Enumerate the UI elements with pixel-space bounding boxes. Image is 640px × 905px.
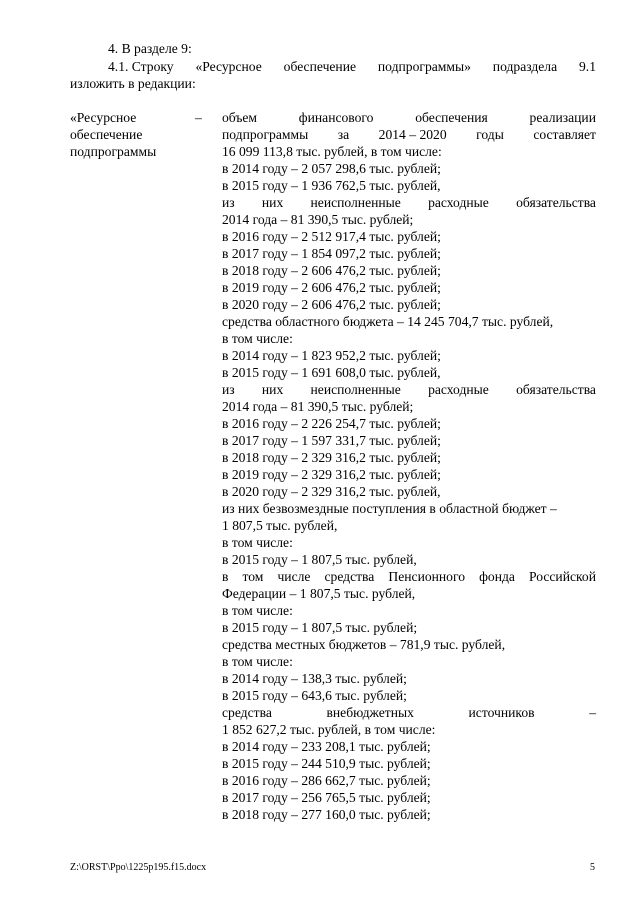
word: 2014 – 2020	[378, 127, 447, 142]
word: Российской	[529, 569, 596, 584]
content-line-32: средства местных бюджетов – 781,9 тыс. рублей,	[222, 637, 506, 652]
word: средства	[324, 569, 375, 584]
word: Пенсионного	[388, 569, 466, 584]
content-line-17	[222, 381, 596, 398]
content-line-2	[222, 126, 596, 143]
content-line-8: в 2016 году – 2 512 917,4 тыс. рублей;	[222, 229, 441, 244]
word: расходные	[428, 382, 489, 397]
content-line-26: в том числе:	[222, 535, 293, 550]
word: подраздела	[492, 59, 558, 74]
content-line-31: в 2015 году – 1 807,5 тыс. рублей;	[222, 620, 418, 635]
content-line-18: 2014 года – 81 390,5 тыс. рублей;	[222, 399, 414, 414]
content-line-13: средства областного бюджета – 14 245 704,7 тыс. рублей,	[222, 314, 554, 329]
content-line-27: в 2015 году – 1 807,5 тыс. рублей,	[222, 552, 417, 567]
content-line-15: в 2014 году – 1 823 952,2 тыс. рублей;	[222, 348, 441, 363]
content-line-1	[222, 109, 596, 126]
content-line-30: в том числе:	[222, 603, 293, 618]
content-line-14: в том числе:	[222, 331, 293, 346]
content-line-38: в 2014 году – 233 208,1 тыс. рублей;	[222, 739, 431, 754]
word: годы	[476, 127, 504, 142]
content-line-20: в 2017 году – 1 597 331,7 тыс. рублей;	[222, 433, 441, 448]
word: расходные	[428, 195, 489, 210]
section-heading: 4. В разделе 9:	[108, 41, 192, 56]
word: 9.1	[579, 59, 596, 74]
content-line-23: в 2020 году – 2 329 316,2 тыс. рублей,	[222, 484, 441, 499]
label-line-1: «Ресурсное	[70, 110, 137, 125]
content-line-16: в 2015 году – 1 691 608,0 тыс. рублей,	[222, 365, 441, 380]
content-line-22: в 2019 году – 2 329 316,2 тыс. рублей;	[222, 467, 441, 482]
word: источников	[468, 705, 535, 720]
word: средства	[222, 705, 272, 720]
word: «Ресурсное	[195, 59, 262, 74]
content-line-25: 1 807,5 тыс. рублей,	[222, 518, 338, 533]
item-line-2: изложить в редакции:	[70, 76, 196, 91]
content-line-21: в 2018 году – 2 329 316,2 тыс. рублей;	[222, 450, 441, 465]
content-line-9: в 2017 году – 1 854 097,2 тыс. рублей;	[222, 246, 441, 261]
word: за	[337, 127, 350, 142]
content-line-39: в 2015 году – 244 510,9 тыс. рублей;	[222, 756, 431, 771]
word: из	[222, 195, 235, 210]
content-line-34: в 2014 году – 138,3 тыс. рублей;	[222, 671, 407, 686]
page-number: 5	[590, 862, 595, 873]
content-line-10: в 2018 году – 2 606 476,2 тыс. рублей;	[222, 263, 441, 278]
content-line-5: в 2015 году – 1 936 762,5 тыс. рублей,	[222, 178, 441, 193]
content-line-28	[222, 568, 596, 585]
footer-file-path: Z:\ORST\Ppo\1225p195.f15.docx	[70, 862, 207, 873]
label-line-3: подпрограммы	[70, 144, 157, 159]
word: них	[261, 382, 284, 397]
content-line-35: в 2015 году – 643,6 тыс. рублей;	[222, 688, 407, 703]
label-dash: –	[195, 110, 202, 125]
content-line-36	[222, 704, 596, 721]
word: подпрограммы»	[377, 59, 471, 74]
word: внебюджетных	[326, 705, 414, 720]
word: неисполненные	[310, 382, 401, 397]
content-line-42: в 2018 году – 277 160,0 тыс. рублей;	[222, 807, 431, 822]
content-line-4: в 2014 году – 2 057 298,6 тыс. рублей;	[222, 161, 441, 176]
word: них	[261, 195, 284, 210]
content-line-24: из них безвозмездные поступления в областной бюджет –	[222, 501, 557, 516]
word: неисполненные	[310, 195, 401, 210]
content-line-19: в 2016 году – 2 226 254,7 тыс. рублей;	[222, 416, 441, 431]
word: составляет	[533, 127, 596, 142]
word: обеспечение	[283, 59, 357, 74]
word: обязательства	[516, 195, 596, 210]
word: том	[242, 569, 264, 584]
word: реализации	[529, 110, 596, 125]
content-line-33: в том числе:	[222, 654, 293, 669]
content-line-12: в 2020 году – 2 606 476,2 тыс. рублей;	[222, 297, 441, 312]
word: фонда	[479, 569, 515, 584]
content-line-7: 2014 года – 81 390,5 тыс. рублей;	[222, 212, 414, 227]
word: 4.1. Строку	[108, 59, 174, 74]
content-line-11: в 2019 году – 2 606 476,2 тыс. рублей;	[222, 280, 441, 295]
label-line-2: обеспечение	[70, 127, 143, 142]
word: объем	[222, 110, 258, 125]
word: обеспечения	[415, 110, 488, 125]
word: подпрограммы	[222, 127, 309, 142]
content-line-37: 1 852 627,2 тыс. рублей, в том числе:	[222, 722, 436, 737]
word: финансового	[298, 110, 374, 125]
word: обязательства	[516, 382, 596, 397]
content-line-41: в 2017 году – 256 765,5 тыс. рублей;	[222, 790, 431, 805]
word: –	[589, 705, 596, 720]
item-line-1	[108, 58, 596, 75]
word: числе	[277, 569, 311, 584]
content-line-29: Федерации – 1 807,5 тыс. рублей,	[222, 586, 416, 601]
word: из	[222, 382, 235, 397]
word: в	[222, 569, 229, 584]
content-line-3: 16 099 113,8 тыс. рублей, в том числе:	[222, 144, 442, 159]
content-line-6	[222, 194, 596, 211]
content-line-40: в 2016 году – 286 662,7 тыс. рублей;	[222, 773, 431, 788]
